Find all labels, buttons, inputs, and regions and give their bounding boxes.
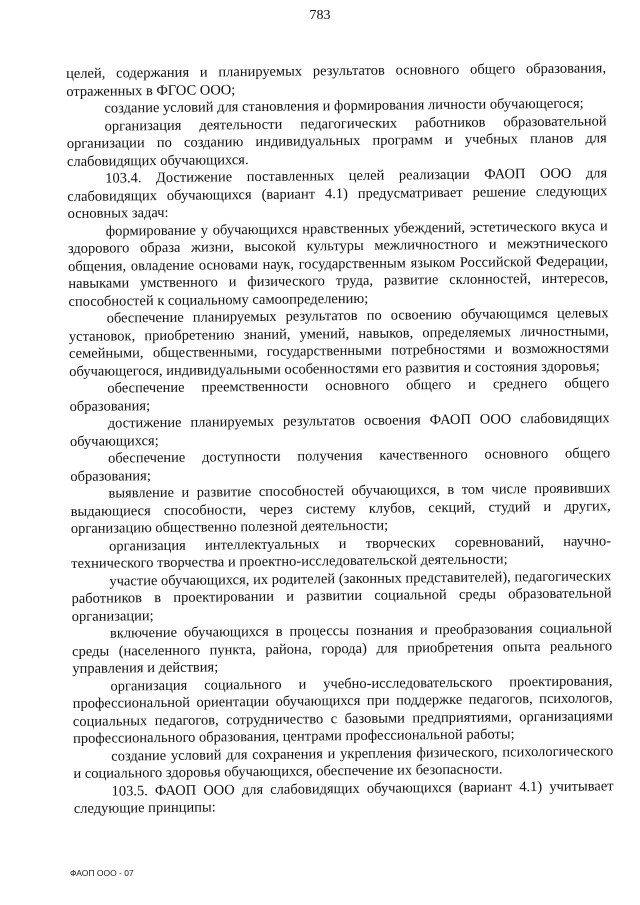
paragraph: обеспечение доступности получения качественного основного общего образования;: [70, 445, 611, 485]
paragraph: обеспечение преемственности основного общего и среднего общего образования;: [69, 375, 610, 415]
paragraph: участие обучающихся, их родителей (законных представителей), педагогических работников в проектировании и развитии социальной среды образовательной организации;: [71, 567, 612, 625]
paragraph: организация социального и учебно-исследовательского проектирования, профессиональной ориентации обучающихся при поддержке педагогов, психологов, социальных педагогов, сотрудничество с базовыми предприятиями, организациями профессионального образования, центрами профессиональной работы;: [72, 672, 613, 747]
page-number: 783: [309, 8, 331, 23]
paragraph: обеспечение планируемых результатов по освоению обучающимся целевых установок, приобретению знаний, умений, навыков, определяемых личностными, семейными, общественными, государственными потребностями и возможностями обучающегося, индивидуальными особенностями его развития и состояния здоровья;: [68, 305, 610, 380]
paragraph: включение обучающихся в процессы познания и преобразования социальной среды (населенного пункта, района, города) для приобретения опыта реального управления и действия;: [72, 620, 613, 677]
paragraph: организация деятельности педагогических работников образовательной организации по созданию индивидуальных программ и учебных планов для слабовидящих обучающихся.: [66, 112, 607, 170]
footer-label: ФАОП ООО - 07: [70, 868, 134, 878]
paragraph: выявление и развитие способностей обучающихся, в том числе проявивших выдающиеся способности, через систему клубов, секций, студий и других, организацию общественно полезной деятельности;: [70, 480, 611, 537]
paragraph: создание условий для становления и формирования личности обучающегося;: [104, 95, 584, 117]
paragraph: создание условий для сохранения и укрепления физического, психологического и социального здоровья обучающихся, обеспечение их безопасности.: [73, 742, 614, 782]
paragraph: достижение планируемых результатов освоения ФАОП ООО слабовидящих обучающихся;: [69, 410, 610, 450]
paragraph: 103.5. ФАОП ООО для слабовидящих обучающихся (вариант 4.1) учитывает следующие принципы:: [73, 777, 614, 817]
document-body: [66, 60, 614, 818]
paragraph: организация интеллектуальных и творческих соревнований, научно-технического творчества и проектно-исследовательской деятельности;: [71, 532, 612, 572]
paragraph: формирование у обучающихся нравственных убеждений, эстетического вкуса и здорового образа жизни, высокой культуры межличностного и межэтнического общения, овладение основами наук, государственным языком Российской Федерации, навыками умственного и физического труда, развитие склонностей, интересов, способностей к социальному самоопределению;: [67, 217, 609, 310]
paragraph: 103.4. Достижение поставленных целей реализации ФАОП ООО для слабовидящих обучающихся (вариант 4.1) предусматривает решение следующих основных задач:: [67, 165, 608, 222]
paragraph: целей, содержания и планируемых результатов основного общего образования, отраженных в ФГОС ООО;: [66, 60, 607, 100]
